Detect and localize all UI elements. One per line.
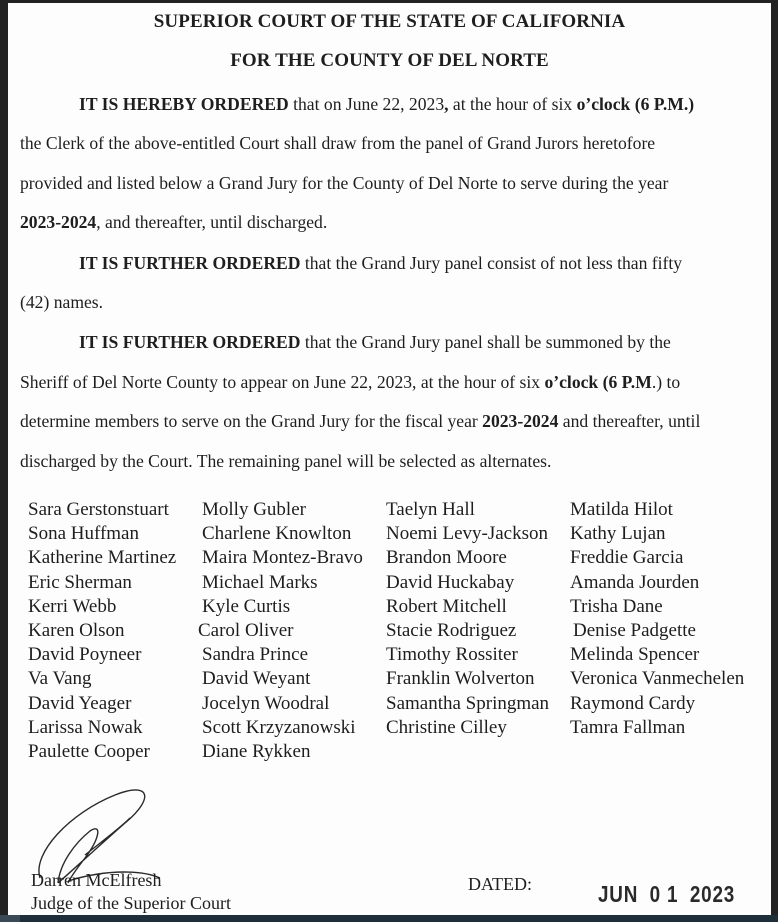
juror-name: Larissa Nowak — [28, 716, 143, 738]
juror-name: Sandra Prince — [202, 644, 309, 666]
order-lead: IT IS FURTHER ORDERED — [79, 253, 301, 273]
juror-name: Noemi Levy-Jackson — [386, 523, 548, 545]
juror-column-2 — [198, 498, 363, 764]
juror-name: Franklin Wolverton — [386, 668, 535, 690]
paragraph-1-line-4: 2023-2024, and thereafter, until discharged. — [20, 212, 328, 232]
juror-name: Amanda Jourden — [570, 571, 700, 593]
juror-column-1 — [28, 498, 176, 764]
paragraph-1-line-2: the Clerk of the above-entitled Court shall draw from the panel of Grand Jurors heretofore — [20, 133, 656, 153]
juror-name: Diane Rykken — [202, 741, 311, 763]
juror-name: Veronica Vanmechelen — [570, 668, 745, 690]
juror-name: David Huckabay — [386, 571, 515, 593]
juror-name: Va Vang — [28, 668, 92, 690]
order-lead: IT IS FURTHER ORDERED — [79, 332, 301, 352]
paragraph-3-line-1: IT IS FURTHER ORDERED that the Grand Jury panel shall be summoned by the — [79, 332, 671, 352]
juror-name: Paulette Cooper — [28, 741, 150, 763]
judge-name: Darren McElfresh — [31, 870, 162, 890]
paragraph-3-line-2: Sheriff of Del Norte County to appear on June 22, 2023, at the hour of six o’clock (6 P.M.) to — [20, 372, 681, 392]
juror-column-3 — [386, 498, 549, 740]
juror-name: David Weyant — [202, 668, 311, 690]
document-page — [8, 3, 771, 916]
county-title: FOR THE COUNTY OF DEL NORTE — [230, 50, 549, 71]
paragraph-3-line-3: determine members to serve on the Grand Jury for the fiscal year 2023-2024 and thereafter, until — [20, 411, 701, 431]
juror-name: Brandon Moore — [386, 547, 507, 569]
judge-title: Judge of the Superior Court — [31, 893, 231, 913]
juror-name: Samantha Springman — [386, 692, 550, 714]
juror-name: Karen Olson — [28, 620, 125, 642]
juror-name: Stacie Rodriguez — [386, 620, 517, 642]
viewer-bottom-bar — [0, 915, 778, 922]
paragraph-1-line-1: IT IS HEREBY ORDERED that on June 22, 2023, at the hour of six o’clock (6 P.M.) — [79, 94, 695, 114]
juror-name: Timothy Rossiter — [386, 644, 518, 666]
juror-name: Molly Gubler — [202, 499, 306, 520]
court-title: SUPERIOR COURT OF THE STATE OF CALIFORNIA — [153, 11, 626, 32]
paragraph-2-line-1: IT IS FURTHER ORDERED that the Grand Jury panel consist of not less than fifty — [79, 253, 683, 273]
juror-name: Raymond Cardy — [570, 692, 696, 714]
juror-name: Matilda Hilot — [570, 499, 673, 520]
juror-name: Maira Montez-Bravo — [202, 547, 363, 569]
paragraph-3-line-4: discharged by the Court. The remaining panel will be selected as alternates. — [20, 451, 552, 471]
juror-name: Freddie Garcia — [570, 547, 684, 569]
juror-name: Sara Gerstonstuart — [28, 499, 169, 520]
juror-name: Christine Cilley — [386, 716, 507, 738]
juror-name: Sona Huffman — [28, 523, 139, 545]
juror-name: Kyle Curtis — [202, 595, 291, 617]
juror-name: Denise Padgette — [573, 620, 696, 642]
juror-name: Michael Marks — [202, 571, 318, 593]
juror-name: Scott Krzyzanowski — [202, 716, 356, 738]
paragraph-1-line-3: provided and listed below a Grand Jury for the County of Del Norte to serve during the year — [20, 173, 669, 193]
juror-name: David Yeager — [28, 692, 132, 714]
juror-name: Tamra Fallman — [570, 716, 686, 738]
juror-name: David Poyneer — [28, 644, 142, 666]
juror-name: Carol Oliver — [198, 620, 294, 642]
juror-name: Kerri Webb — [28, 595, 117, 617]
date-stamp: JUN 0 1 2023 — [598, 881, 736, 907]
juror-name: Melinda Spencer — [570, 644, 700, 666]
juror-name: Trisha Dane — [570, 595, 663, 617]
juror-name: Taelyn Hall — [386, 499, 475, 520]
juror-name: Robert Mitchell — [386, 595, 507, 617]
juror-name: Jocelyn Woodral — [202, 692, 330, 714]
juror-column-4 — [570, 498, 744, 740]
dated-label: DATED: — [468, 874, 532, 894]
paragraph-2-line-2: (42) names. — [20, 292, 104, 312]
juror-name: Eric Sherman — [28, 571, 132, 593]
juror-name: Katherine Martinez — [28, 547, 177, 569]
juror-name: Kathy Lujan — [570, 523, 666, 545]
order-lead: IT IS HEREBY ORDERED — [79, 94, 289, 114]
juror-name: Charlene Knowlton — [202, 523, 352, 545]
